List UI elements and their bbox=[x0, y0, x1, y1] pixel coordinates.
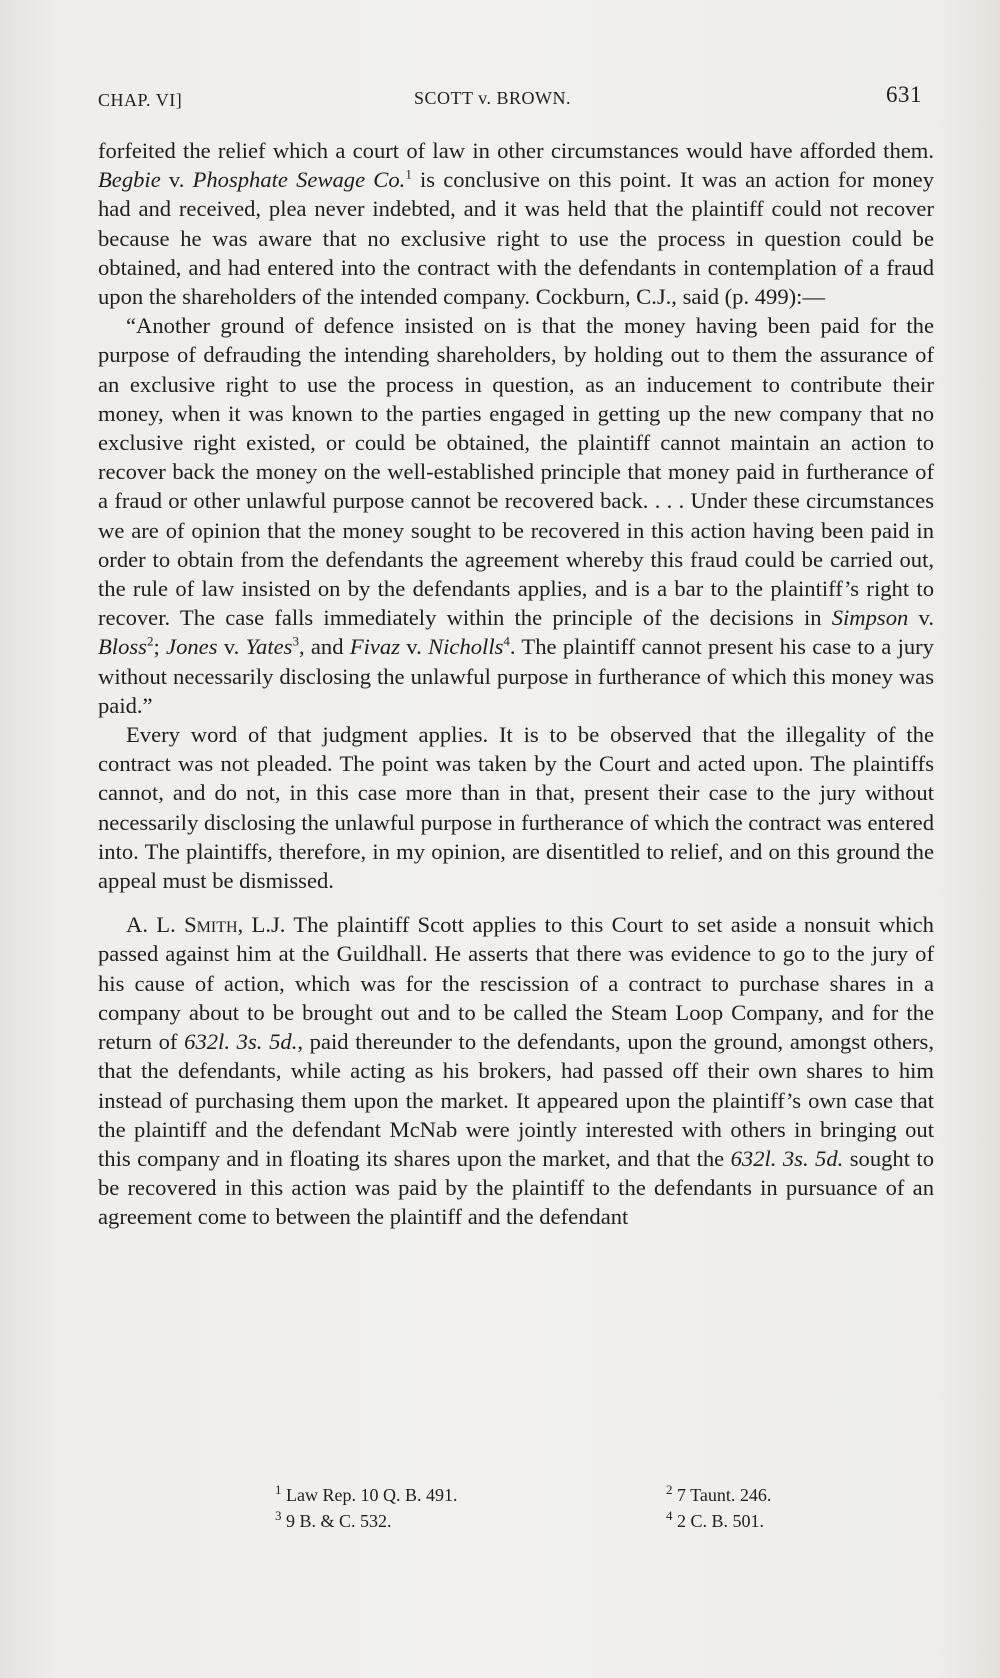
footnote-ref: 2 bbox=[146, 633, 154, 649]
footnote-row bbox=[98, 1482, 934, 1508]
case-name: Phosphate Sewage Co. bbox=[192, 167, 406, 193]
case-name: Bloss bbox=[98, 634, 147, 660]
footnote: $^4$ 2 C. B. 501. bbox=[666, 1508, 765, 1531]
case-name: Fivaz bbox=[349, 634, 401, 660]
footnote-ref: 1 bbox=[405, 166, 412, 182]
amount: 632l. 3s. 5d. bbox=[730, 1145, 844, 1171]
case-name: Jones bbox=[166, 634, 218, 660]
case-name: Yates bbox=[245, 634, 293, 660]
footnote-ref: 4 bbox=[503, 633, 510, 649]
case-name: Simpson bbox=[831, 605, 909, 631]
footnote-row bbox=[98, 1508, 934, 1534]
case-name: Begbie bbox=[98, 167, 161, 193]
footnote: $^2$ 7 Taunt. 246. bbox=[666, 1482, 772, 1505]
footnote: $^1$ Law Rep. 10 Q. B. 491. bbox=[275, 1482, 458, 1505]
chapter-label: CHAP. VI] bbox=[98, 90, 183, 110]
footnote: $^3$ 9 B. & C. 532. bbox=[275, 1508, 392, 1531]
body-text bbox=[98, 136, 934, 1232]
page-number: 631 bbox=[886, 82, 922, 107]
running-title: SCOTT v. BROWN. bbox=[414, 88, 572, 108]
quotation-paragraph: “Another ground of defence insisted on is that the money having been paid for the purpose of defrauding the intending shareholders, by holding out to them the assurance of an exclusive right to use the process in question, as an inducement to contribute their money, when it was known to the parties engaged in getting up the new company that no exclusive right existed, or could be obtained, the plaintiff cannot maintain an action to recover back the money on the well-established principle that money paid in furtherance of a fraud or other unlawful purpose cannot be recovered back. . . . Under these circumstances we are of opinion that the money sought to be recovered in this action having been paid in order to obtain from the defendants the agreement whereby this fraud could be carried out, the rule of law insisted on by the defendants applies, and is a bar to the plaintiff’s right to recover. The case falls immediately within the principle of the decisions in Simpson v. Bloss$^2$; Jones v. Yates$^3$, and Fivaz v. Nicholls$^4$. The plaintiff cannot present his case to a jury without necessarily disclosing the unlawful purpose in furtherance of which this money was paid.” bbox=[98, 313, 934, 718]
judge-name: A. L. Smith, L.J. bbox=[126, 912, 286, 938]
amount: 632l. 3s. 5d. bbox=[184, 1029, 298, 1055]
running-header bbox=[98, 82, 922, 116]
case-name: Nicholls bbox=[428, 634, 504, 660]
paragraph: A. L. Smith, L.J. The plaintiff Scott applies to this Court to set aside a nonsuit which passed against him at the Guildhall. He asserts that there was evidence to go to the jury of his cause of action, which was for the rescission of a contract to purchase shares in a company about to be brought out and to be called the Steam Loop Company, and for the return of 632l. 3s. 5d., paid thereunder to the defendants, upon the ground, amongst others, that the defendants, while acting as his brokers, had passed off their own shares to him instead of purchasing them upon the market. It appeared upon the plaintiff’s own case that the plaintiff and the defendant McNab were jointly interested with others in bringing out this company and in floating its shares upon the market, and that the 632l. 3s. 5d. sought to be recovered in this action was paid by the plaintiff to the defendants in pursuance of an agreement come to between the plaintiff and the defendant bbox=[98, 912, 934, 1230]
paragraph: Every word of that judgment applies. It is to be observed that the illegality of the contract was not pleaded. The point was taken by the Court and acted upon. The plaintiffs cannot, and do not, in this case more than in that, present their case to the jury without necessarily disclosing the unlawful purpose in furtherance of which the contract was entered into. The plaintiffs, therefore, in my opinion, are disentitled to relief, and on this ground the appeal must be dismissed. bbox=[98, 722, 934, 894]
footnote-ref: 3 bbox=[292, 633, 299, 649]
footnotes bbox=[98, 1482, 934, 1534]
paragraph: forfeited the relief which a court of law in other circumstances would have afforded them. Begbie v. Phosphate Sewage Co.$^1$ is conclusive on this point. It was an action for money had and received, plea never indebted, and it was held that the plaintiff could not recover because he was aware that no exclusive right to use the process in question could be obtained, and had entered into the contract with the defendants in contemplation of a fraud upon the shareholders of the intended company. Cockburn, C.J., said (p. 499):— bbox=[98, 138, 935, 310]
